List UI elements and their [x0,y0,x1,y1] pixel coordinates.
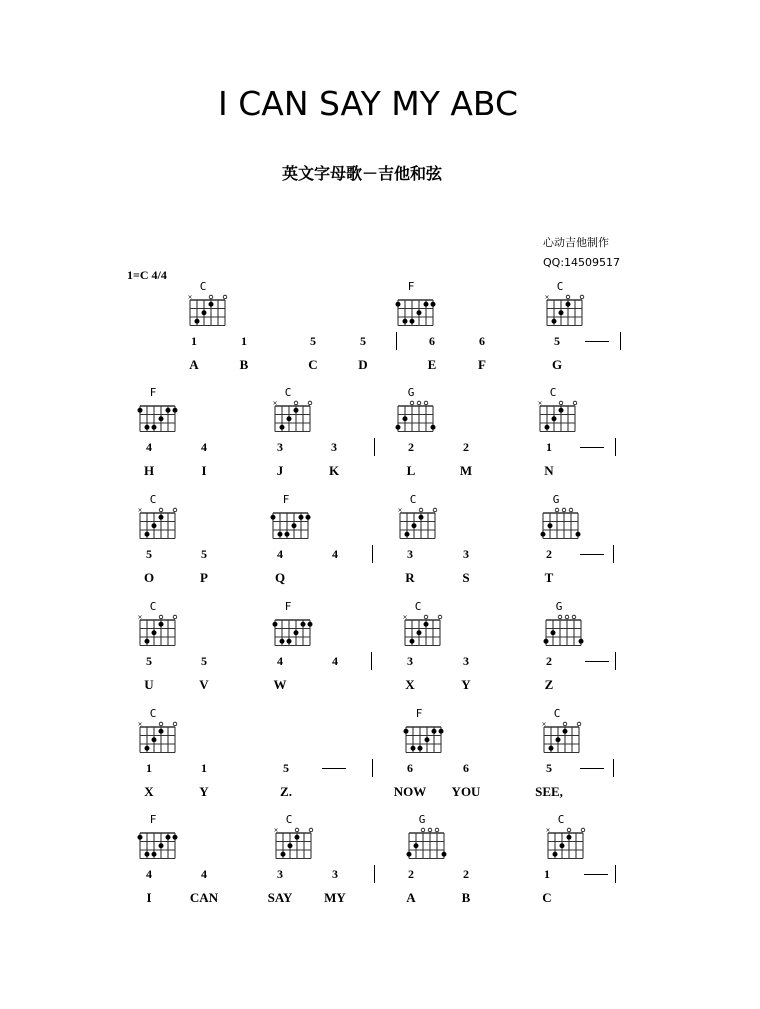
chord-name: F [407,280,415,293]
chord-name: C [553,707,561,720]
chord-g [403,815,449,865]
chord-name: C [409,493,417,506]
chord-name: F [415,707,423,720]
note: 5 [146,654,152,668]
chord-f [269,602,315,652]
score-row [0,388,760,488]
chord-diagram-icon [537,505,583,545]
lyric: C [308,357,318,372]
bar-line [615,438,616,456]
chord-diagram-icon [394,505,440,545]
chord-c [134,602,180,652]
bar-line [372,545,373,563]
bar-line [374,865,375,883]
chord-diagram-icon [269,398,315,438]
chord-diagram-icon [269,612,315,652]
chord-c [399,602,445,652]
svg-text:×: × [545,827,551,834]
note: 4 [201,440,207,454]
note: 2 [463,867,469,881]
lyric: C [542,890,552,905]
chord-c [270,815,316,865]
note: 1 [544,867,550,881]
chord-name: G [407,386,415,399]
chord-g [537,495,583,545]
sustain-dash [580,447,604,448]
chord-c [538,709,584,759]
bar-line [615,652,616,670]
note: 3 [331,440,337,454]
chord-diagram-icon [403,825,449,865]
score-row [0,282,760,382]
chord-diagram-icon [184,292,230,332]
score-row [0,815,760,915]
chord-c [534,388,580,438]
chord-name: C [557,813,565,826]
chord-diagram-icon [134,825,180,865]
bar-line [372,759,373,777]
note: 6 [407,761,413,775]
lyric: V [199,677,209,692]
chord-name: C [149,600,157,613]
lyric: Q [274,570,286,585]
svg-text:×: × [537,400,543,407]
lyric: X [405,677,415,692]
lyric: U [144,677,154,692]
note: 1 [546,440,552,454]
note: 3 [277,440,283,454]
lyric: CAN [189,890,219,905]
chord-name: C [414,600,422,613]
note: 5 [201,547,207,561]
note: 3 [332,867,338,881]
chord-c [541,282,587,332]
lyric: O [143,570,155,585]
note: 1 [201,761,207,775]
chord-c [542,815,588,865]
note: 2 [408,867,414,881]
chord-f [392,282,438,332]
chord-f [400,709,446,759]
svg-text:×: × [397,507,403,514]
song-subtitle: 英文字母歌－吉他和弦 [281,164,442,183]
bar-line [374,438,375,456]
lyric: H [143,463,155,478]
chord-f [134,815,180,865]
chord-diagram-icon [534,398,580,438]
note: 3 [407,547,413,561]
bar-line [615,865,616,883]
lyric: Y [199,784,209,799]
lyric: X [144,784,154,799]
note: 2 [546,654,552,668]
chord-name: G [552,493,560,506]
note: 4 [277,654,283,668]
lyric: G [551,357,563,372]
lyric: B [239,357,249,372]
chord-c [269,388,315,438]
chord-g [392,388,438,438]
lyric: A [406,890,416,905]
svg-text:×: × [137,507,143,514]
score-row [0,495,760,595]
chord-f [134,388,180,438]
bar-line [396,332,397,350]
lyric: R [405,570,415,585]
note: 6 [479,334,485,348]
chord-f [267,495,313,545]
lyric: P [200,570,208,585]
chord-diagram-icon [542,825,588,865]
chord-diagram-icon [538,719,584,759]
lyric: W [273,677,287,692]
lyric: J [276,463,284,478]
chord-c [134,709,180,759]
lyric: NOW [393,784,427,799]
lyric: I [201,463,207,478]
lyric: Z. [280,784,292,799]
note: 4 [146,867,152,881]
chord-diagram-icon [134,505,180,545]
score-row [0,602,760,702]
chord-name: C [149,493,157,506]
note: 2 [408,440,414,454]
sustain-dash [580,554,604,555]
svg-text:×: × [137,614,143,621]
credit-maker: 心动吉他制作 [543,236,609,249]
key-signature: 1=C 4/4 [127,268,167,282]
lyric: S [462,570,470,585]
chord-diagram-icon [267,505,313,545]
note: 6 [429,334,435,348]
note: 3 [463,654,469,668]
chord-name: F [284,600,292,613]
svg-text:×: × [187,294,193,301]
chord-name: G [555,600,563,613]
note: 5 [201,654,207,668]
note: 1 [146,761,152,775]
chord-diagram-icon [392,292,438,332]
chord-diagram-icon [541,292,587,332]
chord-name: C [549,386,557,399]
lyric: N [544,463,554,478]
score-row [0,709,760,809]
chord-name: F [149,813,157,826]
note: 3 [407,654,413,668]
credit-qq: QQ:14509517 [543,256,621,269]
lyric: Y [461,677,471,692]
chord-name: C [285,813,293,826]
sustain-dash [584,874,608,875]
bar-line [371,652,372,670]
chord-diagram-icon [134,612,180,652]
sustain-dash [580,768,604,769]
lyric: L [406,463,416,478]
lyric: Z [544,677,554,692]
chord-name: F [149,386,157,399]
lyric: SEE, [535,784,563,799]
note: 1 [241,334,247,348]
note: 2 [546,547,552,561]
chord-name: F [282,493,290,506]
note: 4 [332,547,338,561]
lyric: T [544,570,554,585]
chord-name: G [418,813,426,826]
note: 4 [332,654,338,668]
song-title: I CAN SAY MY ABC [217,84,519,123]
chord-name: C [199,280,207,293]
chord-name: C [556,280,564,293]
sustain-dash [322,768,346,769]
chord-name: C [149,707,157,720]
lyric: K [328,463,340,478]
sustain-dash [585,341,609,342]
chord-diagram-icon [270,825,316,865]
chord-name: C [284,386,292,399]
lyric: F [478,357,486,372]
svg-text:×: × [402,614,408,621]
note: 2 [463,440,469,454]
chord-diagram-icon [400,719,446,759]
note: 5 [546,761,552,775]
note: 3 [277,867,283,881]
chord-diagram-icon [399,612,445,652]
lyric: YOU [451,784,481,799]
chord-c [134,495,180,545]
lyric: MY [324,890,346,905]
lyric: B [461,890,471,905]
note: 1 [191,334,197,348]
note: 5 [360,334,366,348]
svg-text:×: × [273,827,279,834]
note: 5 [146,547,152,561]
svg-text:×: × [541,721,547,728]
lyric: SAY [267,890,293,905]
lyric: M [459,463,473,478]
note: 5 [310,334,316,348]
lyric: E [427,357,437,372]
chord-g [540,602,586,652]
svg-text:×: × [272,400,278,407]
chord-diagram-icon [392,398,438,438]
chord-diagram-icon [540,612,586,652]
note: 5 [554,334,560,348]
svg-text:×: × [544,294,550,301]
bar-line [613,759,614,777]
chord-diagram-icon [134,398,180,438]
sustain-dash [585,661,609,662]
note: 4 [277,547,283,561]
lyric: I [146,890,152,905]
bar-line [613,545,614,563]
lyric: A [189,357,199,372]
note: 5 [283,761,289,775]
bar-line [620,332,621,350]
note: 4 [146,440,152,454]
chord-c [394,495,440,545]
svg-text:×: × [137,721,143,728]
note: 4 [201,867,207,881]
lyric: D [358,357,368,372]
note: 3 [463,547,469,561]
chord-c [184,282,230,332]
chord-diagram-icon [134,719,180,759]
note: 6 [463,761,469,775]
